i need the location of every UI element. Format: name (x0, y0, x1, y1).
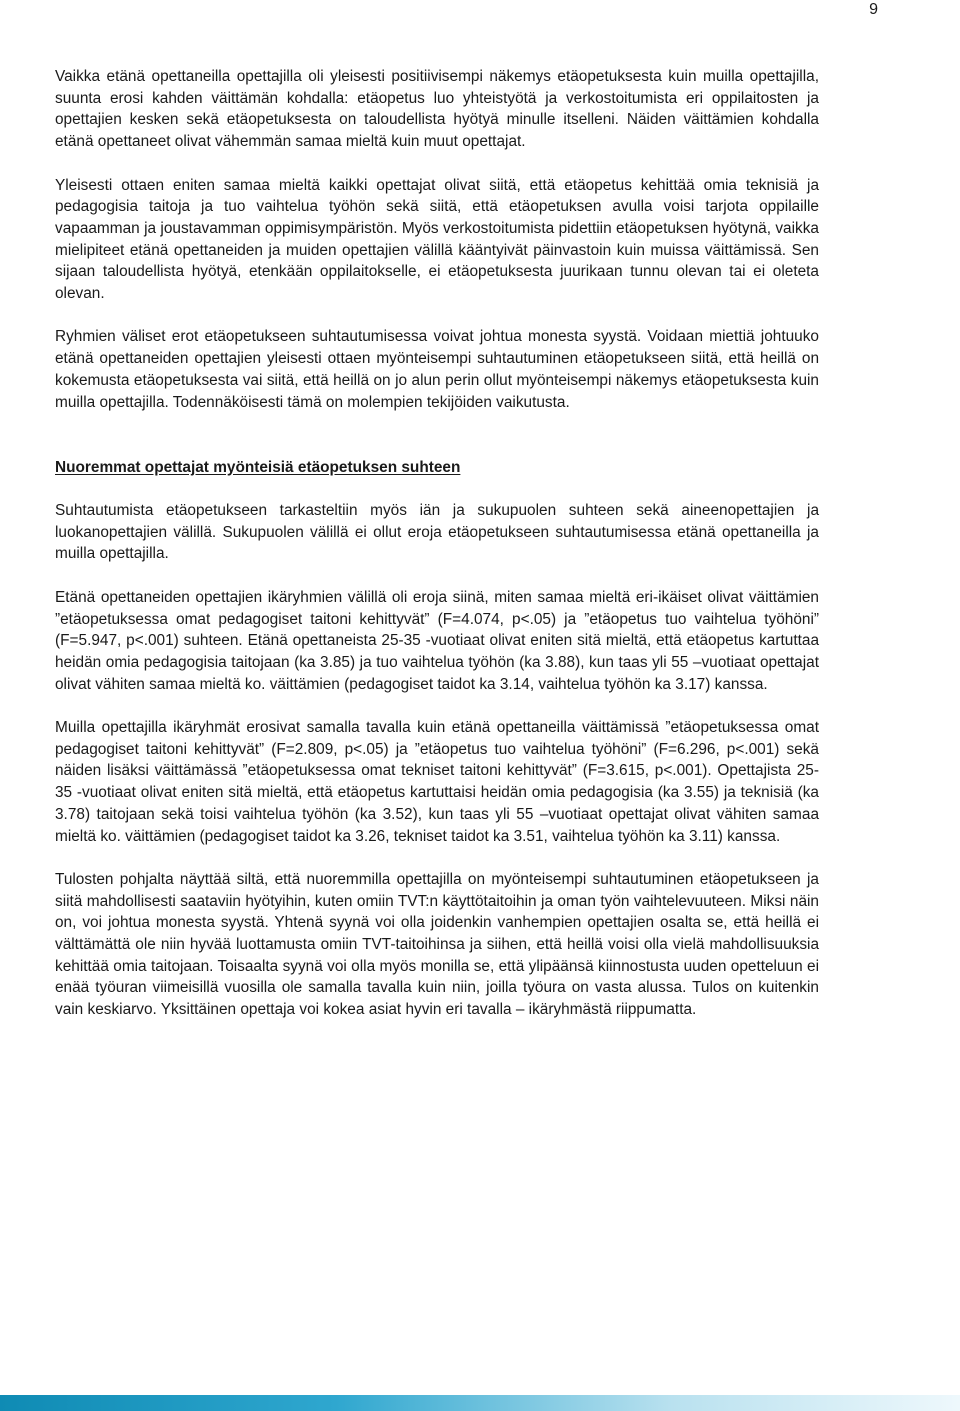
document-body (55, 66, 819, 1021)
paragraph-spacer (55, 695, 819, 717)
paragraph-6: Muilla opettajilla ikäryhmät erosivat samalla tavalla kuin etänä opettaneilla väittämissä ”etäopetuksessa omat pedagogiset taitoni kehittyvät” (F=2.809, p<.05) ja ”etäopetus tuo vaihtelua työhöni” (F=6.296, p<.001) sekä näiden lisäksi väittämässä ”etäopetuksessa omat tekniset taitoni kehittyvät” (F=3.615, p<.001). Opettajista 25-35 -vuotiaat olivat eniten sitä mieltä, että etäopetus kartuttaisi heidän omia pedagogisia (ka 3.55) ja teknisiä (ka 3.78) taitojaan sekä toisi vaihtelua työhön (ka 3.52), kun taas yli 55 –vuotiaat opettajat olivat vähiten samaa mieltä ko. väittämien (pedagogiset taidot ka 3.26, tekniset taidot ka 3.51, vaihtelua työhön ka 3.11) kanssa. (55, 719, 819, 845)
section-spacer (55, 413, 819, 456)
paragraph-spacer (55, 305, 819, 327)
paragraph-2: Yleisesti ottaen eniten samaa mieltä kaikki opettajat olivat siitä, että etäopetus kehittää omia teknisiä ja pedagogisia taitoja ja tuo vaihtelua työhön sekä siitä, että etäopetuksen avulla voisi tarjota oppilaille vapaamman ja joustavamman oppimisympäristön. Myös verkostoitumista pidettiin etäopetuksen hyötynä, vaikka mielipiteet etänä opettaneiden ja muiden opettajien välillä kääntyivät päinvastoin kuin muissa väittämissä. Sen sijaan taloudellista hyötyä, etenkään oppilaitokselle, ei etäopetuksesta juurikaan tunnu olevan tai ei oleteta olevan. (55, 176, 819, 303)
paragraph-7: Tulosten pohjalta näyttää siltä, että nuoremmilla opettajilla on myönteisempi suhtautuminen etäopetukseen ja siitä mahdollisesti saataviin hyötyihin, kuten omiin TVT:n käyttötaitoihin ja oman työn vaihtelevuuteen. Miksi näin on, voi johtua monesta syystä. Yhtenä syynä voi olla joidenkin vanhempien opettajien osalta se, että heillä ei välttämättä ole niin hyvää luottamusta omiin TVT-taitoihinsa ja siihen, että heillä voisi olla vielä mahdollisuuksia kehittää omia taitojaan. Toisaalta syynä voi olla myös monilla se, että ylipäänsä kiinnostusta uuden opetteluun ei enää työuran viimeisillä vuosilla ole samalla tavalla kuin niin, joilla työura on vasta alussa. Tulos on kuitenkin vain keskiarvo. Yksittäinen opettaja voi kokea asiat hyvin eri tavalla – ikäryhmästä riippumatta. (55, 870, 819, 1019)
page-number: 9 (869, 1, 878, 18)
paragraph-3: Ryhmien väliset erot etäopetukseen suhtautumisessa voivat johtua monesta syystä. Voidaan miettiä johtuuko etänä opettaneiden opettajien yleisesti ottaen myönteisempi suhtautuminen etäopetukseen siitä, että heillä on kokemusta etäopetuksesta vai siitä, että heillä on jo alun perin ollut myönteisempi näkemys etäopetuksesta kuin muilla opettajilla. Todennäköisesti tämä on molempien tekijöiden vaikutusta. (55, 328, 819, 411)
section-heading: Nuoremmat opettajat myönteisiä etäopetuksen suhteen (55, 458, 461, 476)
paragraph-5: Etänä opettaneiden opettajien ikäryhmien välillä oli eroja siinä, miten samaa mieltä eri-ikäiset olivat väittämien ”etäopetuksessa omat pedagogiset taitoni kehittyvät” (F=4.074, p<.05) ja ”etäopetus tuo vaihtelua työhöni” (F=5.947, p<.001) suhteen. Etänä opettaneista 25-35 -vuotiaat olivat eniten sitä mieltä, että etäopetus kartuttaa heidän omia pedagogisia taitojaan (ka 3.85) ja tuo vaihtelua työhön (ka 3.88), kun taas yli 55 –vuotiaat opettajat olivat vähiten samaa mieltä ko. väittämien (pedagogiset taidot ka 3.14, vaihtelua työhön ka 3.17) kanssa. (55, 588, 819, 693)
paragraph-spacer (55, 565, 819, 587)
paragraph-1: Vaikka etänä opettaneilla opettajilla oli yleisesti positiivisempi näkemys etäopetuksesta kuin muilla opettajilla, suunta erosi kahden väittämän kohdalla: etäopetus luo yhteistyötä ja verkostoitumista eri oppilaitosten ja opettajien kesken sekä etäopetuksesta on taloudellista hyötyä minulle itselleni. Näiden väittämien kohdalla etänä opettaneet olivat vähemmän samaa mieltä kuin muut opettajat. (55, 68, 819, 151)
paragraph-spacer (55, 847, 819, 869)
paragraph-spacer (55, 478, 819, 500)
paragraph-spacer (55, 153, 819, 175)
paragraph-4: Suhtautumista etäopetukseen tarkasteltiin myös iän ja sukupuolen suhteen sekä aineenopettajien ja luokanopettajien välillä. Sukupuolen välillä ei ollut eroja etäopetukseen suhtautumisessa etänä opettaneilla ja muilla opettajilla. (55, 502, 819, 563)
footer-color-band (0, 1395, 960, 1411)
